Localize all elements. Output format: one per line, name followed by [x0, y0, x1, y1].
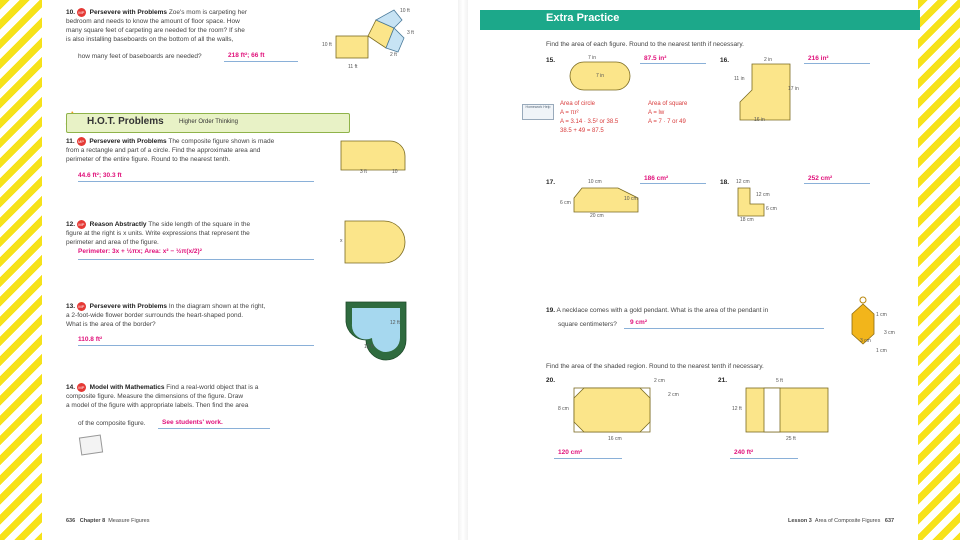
answer-line: [804, 183, 870, 184]
answer-17: 186 cm²: [644, 175, 669, 182]
l-shape-figure: [738, 62, 810, 124]
question-number: 12.: [66, 221, 76, 229]
page-number: 637: [884, 518, 895, 524]
hot-problems-banner: [66, 113, 350, 133]
dimension-label: 17 in: [788, 86, 799, 92]
dimension-label: 11 in: [734, 76, 745, 82]
answer-line: [804, 63, 870, 64]
answer-line: [640, 63, 706, 64]
mp-badge-icon: MP: [78, 10, 85, 15]
question-19: [546, 306, 846, 315]
question-title: Persevere with Problems: [89, 138, 167, 146]
question-text: A necklace comes with a gold pendant. What is the area of the pendant in: [556, 307, 769, 314]
answer-line: [78, 259, 314, 260]
lesson-topic: Area of Composite Figures: [814, 518, 881, 524]
dimension-label: 12 cm: [756, 192, 770, 198]
dimension-label: 18 cm: [740, 217, 754, 223]
dimension-label: 6 cm: [560, 200, 571, 206]
question-title: Persevere with Problems: [89, 303, 167, 311]
dimension-label: 3 cm: [884, 330, 895, 336]
mp-badge-icon: MP: [78, 304, 85, 309]
dimension-label: 10 cm: [588, 179, 602, 185]
dimension-label: 16 in: [754, 117, 765, 123]
question-text: perimeter of the entire figure. Round to the nearest tenth.: [66, 156, 231, 164]
dimension-label: 1 cm: [876, 312, 887, 318]
question-title: Persevere with Problems: [89, 9, 167, 17]
left-border-stripe: [0, 0, 42, 540]
dimension-label: 10: [392, 169, 398, 175]
dimension-label: 12 ft: [732, 406, 742, 412]
work-line: Area of square: [648, 101, 688, 107]
dimension-label: 7 in: [588, 55, 597, 61]
question-number: 19.: [546, 307, 556, 314]
square-semicircle-figure: [344, 220, 414, 264]
heart-pond-figure: [344, 300, 410, 364]
answer-10: 218 ft²; 66 ft: [228, 52, 265, 59]
dimension-label: 8 cm: [558, 406, 569, 412]
mp-badge-icon: MP: [78, 139, 84, 144]
answer-line: [78, 181, 314, 182]
banner-title: Extra Practice: [546, 12, 620, 24]
dimension-label: 3 ft: [407, 30, 414, 36]
student-work: [648, 100, 687, 127]
room-figure: [328, 8, 420, 68]
answer-line: [224, 61, 298, 62]
dimension-label: 7 in: [596, 73, 605, 79]
dimension-label: 2 ft: [390, 52, 397, 58]
question-text: bedroom and needs to know the amount of floor space. How: [66, 18, 240, 26]
question-12: [66, 220, 326, 247]
dimension-label: 2 cm: [668, 392, 679, 398]
rect-semicircle-figure: [340, 140, 410, 172]
homework-help-icon[interactable]: Homework Help: [522, 104, 554, 120]
shaded-instructions: Find the area of the shaded region. Round to the nearest tenth if necessary.: [546, 363, 764, 370]
answer-line: [78, 345, 314, 346]
answer-11: 44.6 ft²; 30.3 ft: [78, 172, 122, 179]
dimension-label: 25 ft: [786, 436, 796, 442]
question-title: Reason Abstractly: [89, 221, 147, 229]
question-number: 16.: [720, 57, 730, 64]
work-line: Area of circle: [560, 101, 596, 107]
question-text: from a rectangle and part of a circle. Find the approximate area and: [66, 147, 261, 155]
work-line: A = 7 · 7 or 49: [648, 119, 686, 125]
page-number: 636: [66, 518, 76, 524]
answer-16: 216 in²: [808, 55, 829, 62]
work-line: 38.5 + 49 = 87.5: [560, 128, 604, 134]
question-10: [66, 8, 306, 44]
question-text: perimeter and area of the figure.: [66, 239, 159, 247]
book-gutter: [458, 0, 468, 540]
question-text: Find a real-world object that is a: [166, 384, 259, 392]
shaded-rect-figure: [744, 386, 830, 434]
work-line: A = πr²: [560, 110, 579, 116]
dimension-label: 10 ft: [400, 8, 410, 14]
mp-badge-icon: MP: [78, 222, 85, 227]
dimension-label: x: [340, 238, 343, 244]
question-number: 17.: [546, 179, 556, 186]
right-page: [468, 0, 918, 540]
question-number: 13.: [66, 303, 76, 311]
question-text: What is the area of the border?: [66, 321, 156, 329]
question-text: a model of the figure with appropriate labels. Then find the area: [66, 402, 249, 410]
answer-14: See students' work.: [162, 419, 223, 426]
question-text: composite figure. Measure the dimensions of the figure. Draw: [66, 393, 244, 401]
question-text: The composite figure shown is made: [168, 138, 275, 146]
extra-practice-banner: [480, 10, 920, 30]
question-number: 21.: [718, 377, 728, 384]
dimension-label: 3 ft: [360, 169, 367, 175]
hot-title: H.O.T. Problems: [87, 116, 164, 127]
question-13: [66, 302, 326, 329]
question-text: is also installing baseboards on the bottom of all the walls,: [66, 36, 234, 44]
hot-subtitle: Higher Order Thinking: [179, 119, 238, 125]
dimension-label: 3 cm: [860, 338, 871, 344]
dimension-label: 1 cm: [876, 348, 887, 354]
dimension-label: 5 ft: [776, 378, 783, 384]
question-text: many square feet of carpeting are needed for the room? If she: [66, 27, 245, 35]
question-14: [66, 383, 326, 410]
question-number: 20.: [546, 377, 556, 384]
right-border-stripe: [918, 0, 960, 540]
instructions: Find the area of each figure. Round to the nearest tenth if necessary.: [546, 41, 744, 48]
notebook-icon: [79, 435, 103, 456]
student-work: [560, 100, 618, 136]
question-text: square centimeters?: [558, 321, 617, 328]
question-number: 11.: [66, 138, 75, 146]
dimension-label: 6 cm: [766, 206, 777, 212]
dimension-label: 12 ft: [390, 320, 400, 326]
work-line: A = 3.14 · 3.5² or 38.5: [560, 119, 619, 125]
answer-line: [158, 428, 270, 429]
shaded-octagon-figure: [572, 386, 652, 434]
dimension-label: 12 ft: [364, 344, 374, 350]
right-footer: [788, 517, 894, 526]
answer-20: 120 cm²: [558, 449, 583, 456]
dimension-label: 16 cm: [608, 436, 622, 442]
question-text: The side length of the square in the: [148, 221, 251, 229]
question-title: Model with Mathematics: [89, 384, 165, 392]
dimension-label: 10 cm: [624, 196, 638, 202]
question-11: [66, 137, 326, 164]
answer-line: [554, 458, 622, 459]
question-number: 14.: [66, 384, 76, 392]
question-14-prompt: of the composite figure.: [78, 420, 146, 427]
dimension-label: 2 cm: [654, 378, 665, 384]
answer-line: [640, 183, 706, 184]
answer-line: [624, 328, 824, 329]
lesson-label: Lesson 3: [788, 518, 812, 524]
question-number: 18.: [720, 179, 730, 186]
work-line: A = lw: [648, 110, 665, 116]
question-text: figure at the right is x units. Write expressions that represent the: [66, 230, 250, 238]
answer-12: Perimeter: 3x + ½πx; Area: x² − ½π(x/2)²: [78, 248, 202, 255]
answer-18: 252 cm²: [808, 175, 833, 182]
question-text: a 2-foot-wide flower border surrounds the heart-shaped pond.: [66, 312, 244, 320]
answer-21: 240 ft²: [734, 449, 754, 456]
question-number: 15.: [546, 57, 556, 64]
left-page: [42, 0, 458, 540]
question-text: Zoe's mom is carpeting her: [168, 9, 247, 17]
question-10-prompt: how many feet of baseboards are needed?: [78, 53, 202, 60]
chapter-topic: Measure Figures: [108, 518, 150, 524]
answer-13: 110.8 ft²: [78, 336, 103, 343]
answer-15: 87.5 in²: [644, 55, 667, 62]
dimension-label: 11 ft: [348, 64, 358, 70]
question-text: In the diagram shown at the right,: [168, 303, 266, 311]
dimension-label: 20 cm: [590, 213, 604, 219]
dimension-label: 10 ft: [322, 42, 332, 48]
dimension-label: 12 cm: [736, 179, 750, 185]
left-footer: [66, 517, 150, 526]
mp-badge-icon: MP: [78, 385, 85, 390]
dimension-label: 2 in: [764, 57, 773, 63]
answer-19: 9 cm²: [630, 319, 647, 326]
question-number: 10.: [66, 9, 76, 17]
chapter-label: Chapter 8: [79, 518, 106, 524]
answer-line: [730, 458, 798, 459]
